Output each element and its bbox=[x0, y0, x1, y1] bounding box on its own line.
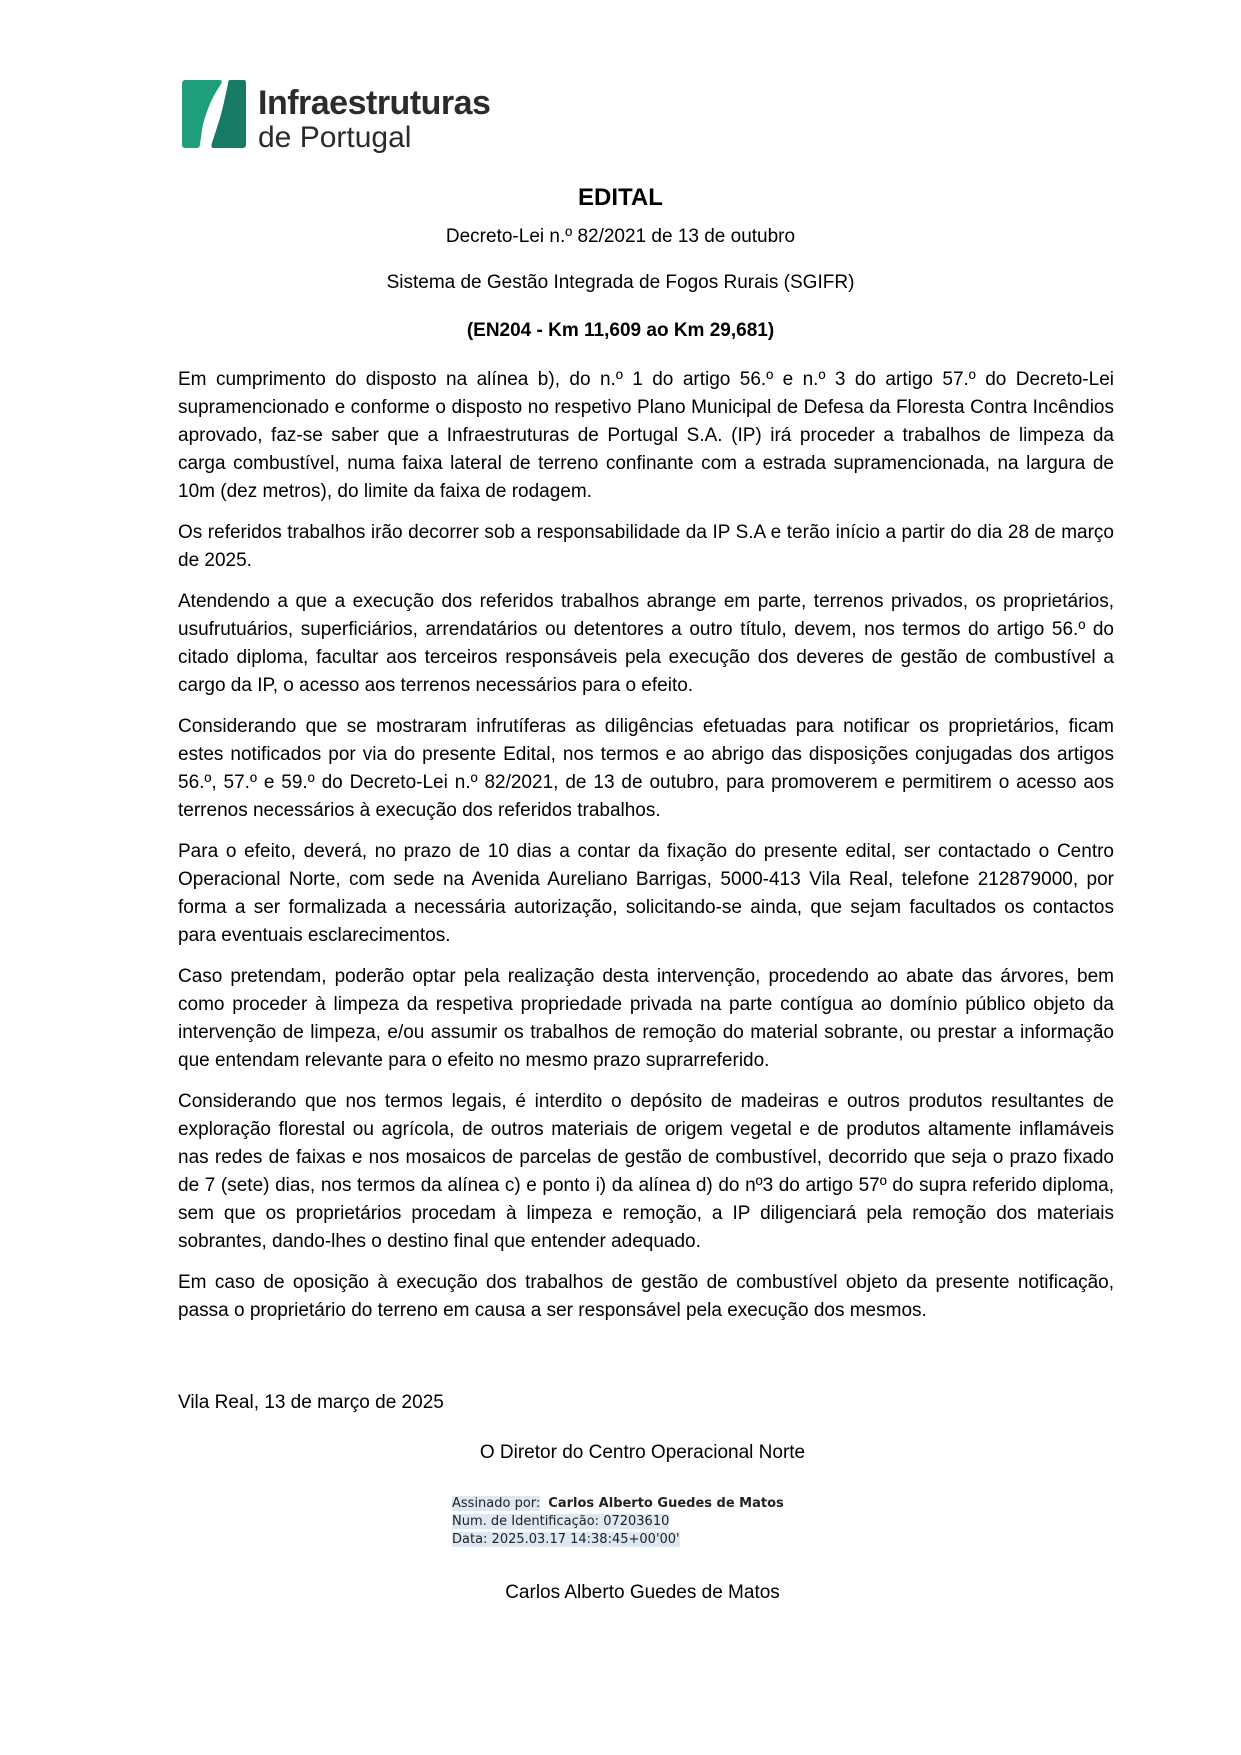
signer-name: Carlos Alberto Guedes de Matos bbox=[505, 1582, 780, 1603]
signature-signer: Carlos Alberto Guedes de Matos bbox=[548, 1496, 784, 1511]
body-paragraph: Considerando que se mostraram infrutíferas as diligências efetuadas para notificar os proprietários, ficam estes notificados por via do presente Edital, nos termos e ao abrigo das disposições conjugadas dos artigos 56.º, 57.º e 59.º do Decreto-Lei n.º 82/2021, de 13 de outubro, para promoverem e permitirem o acesso aos terrenos necessários à execução dos referidos trabalhos. bbox=[178, 716, 1114, 821]
body-paragraph: Em caso de oposição à execução dos trabalhos de gestão de combustível objeto da presente notificação, passa o proprietário do terreno em causa a ser responsável pela execução dos mesmos. bbox=[178, 1272, 1114, 1321]
body-paragraph: Para o efeito, deverá, no prazo de 10 dias a contar da fixação do presente edital, ser contactado o Centro Operacional Norte, com sede na Avenida Aureliano Barrigas, 5000-413 Vila Real, telefone 212879000, por forma a ser formalizada a necessária autorização, solicitando-se ainda, que sejam facultados os contactos para eventuais esclarecimentos. bbox=[178, 841, 1114, 946]
ip-logo-icon bbox=[180, 78, 248, 150]
company-logo bbox=[180, 78, 491, 154]
logo-text-primary: Infraestruturas bbox=[258, 84, 491, 122]
digital-signature-stamp bbox=[452, 1495, 784, 1549]
signed-by-label: Assinado por: bbox=[452, 1496, 541, 1511]
system-name: Sistema de Gestão Integrada de Fogos Rurais (SGIFR) bbox=[386, 272, 855, 293]
signature-date: Data: 2025.03.17 14:38:45+00'00' bbox=[452, 1532, 680, 1547]
logo-text-secondary: de Portugal bbox=[258, 121, 412, 154]
signature-id: Num. de Identificação: 07203610 bbox=[452, 1514, 670, 1529]
body-paragraph: Considerando que nos termos legais, é interdito o depósito de madeiras e outros produtos resultantes de exploração florestal ou agrícola, de outros materiais de origem vegetal e de produtos altamente inflamáveis nas redes de faixas e nos mosaicos de parcelas de gestão de combustível, decorrido que seja o prazo fixado de 7 (sete) dias, nos termos da alínea c) e ponto i) da alínea d) do nº3 do artigo 57º do supra referido diploma, sem que os proprietários procedam à limpeza e remoção, a IP diligenciará pela remoção dos materiais sobrantes, dando-lhes o destino final que entender adequado. bbox=[178, 1091, 1114, 1252]
decree-reference: Decreto-Lei n.º 82/2021 de 13 de outubro bbox=[445, 226, 796, 247]
body-paragraph: Os referidos trabalhos irão decorrer sob a responsabilidade da IP S.A e terão início a partir do dia 28 de março de 2025. bbox=[178, 522, 1114, 571]
road-section: (EN204 - Km 11,609 ao Km 29,681) bbox=[466, 320, 775, 341]
document-title: EDITAL bbox=[578, 184, 663, 211]
document-body bbox=[178, 366, 1114, 1338]
body-paragraph: Em cumprimento do disposto na alínea b), do n.º 1 do artigo 56.º e n.º 3 do artigo 57.º do Decreto-Lei supramencionado e conforme o disposto no respetivo Plano Municipal de Defesa da Floresta Contra Incêndios aprovado, faz-se saber que a Infraestruturas de Portugal S.A. (IP) irá proceder a trabalhos de limpeza da carga combustível, numa faixa lateral de terreno confinante com a estrada supramencionada, na largura de 10m (dez metros), do limite da faixa de rodagem. bbox=[178, 369, 1114, 502]
body-paragraph: Caso pretendam, poderão optar pela realização desta intervenção, procedendo ao abate das árvores, bem como proceder à limpeza da respetiva propriedade privada na parte contígua ao domínio público objeto da intervenção de limpeza, e/ou assumir os trabalhos de remoção do material sobrante, ou prestar a informação que entendam relevante para o efeito no mesmo prazo suprarreferido. bbox=[178, 966, 1114, 1071]
place-and-date: Vila Real, 13 de março de 2025 bbox=[178, 1392, 444, 1413]
director-title: O Diretor do Centro Operacional Norte bbox=[479, 1442, 806, 1463]
body-paragraph: Atendendo a que a execução dos referidos trabalhos abrange em parte, terrenos privados, os proprietários, usufrutuários, superficiários, arrendatários ou detentores a outro título, devem, nos termos do artigo 56.º do citado diploma, facultar aos terceiros responsáveis pela execução dos deveres de gestão de combustível a cargo da IP, o acesso aos terrenos necessários para o efeito. bbox=[178, 591, 1114, 696]
